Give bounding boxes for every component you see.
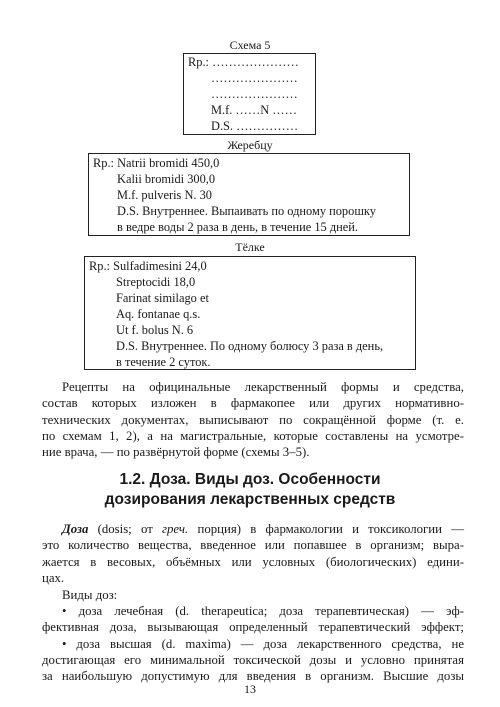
scheme5-caption: Схема 5 [229, 38, 271, 52]
heifer-line-7: в течение 2 суток. [116, 355, 211, 369]
bullet-maximum-line: за наибольшую допустимую для введения в организм. Высшие дозы [42, 669, 464, 684]
greek-abbrev: греч. [162, 522, 189, 536]
dose-definition-text: (dosis; от [88, 522, 163, 536]
scheme5-line-4: M.f. ……N …… [211, 103, 298, 117]
section-heading-line-1: 1.2. Доза. Виды доз. Особенности [119, 471, 381, 488]
recipes-paragraph [42, 379, 464, 460]
recipes-paragraph-line: состав которых изложен в фармакопее или других нормативно- [42, 396, 464, 411]
scheme5-line-5: D.S. …………… [211, 119, 299, 133]
dose-definition-text: порция) в фармакологии и токсикологии — [188, 522, 464, 536]
scheme5-line-1: Rp.: ………………… [188, 55, 299, 69]
dose-definition [42, 521, 464, 586]
dose-definition-first-line [42, 521, 464, 537]
heifer-line-4: Aq. fontanae q.s. [116, 307, 201, 321]
scheme5-line-2: ………………… [211, 71, 298, 85]
stallion-recipe-box [88, 153, 410, 236]
recipes-paragraph-line: технических документах, выписывают по сокращённой форме (т. е. [42, 412, 464, 427]
scheme5-line-3: ………………… [211, 87, 298, 101]
bullet-therapeutic-line: • доза лечебная (d. therapeutica; доза терапевтическая) — эф- [62, 604, 464, 618]
recipes-paragraph-line: ние врача, — по развёрнутой форме (схемы 3–5). [42, 445, 310, 460]
page-number: 13 [244, 682, 256, 696]
dose-definition-line: цах. [42, 570, 65, 585]
heifer-line-2: Streptocidi 18,0 [116, 275, 196, 289]
dose-term: Доза [62, 522, 89, 536]
dose-definition-line: жается в весовых, объёмных или условных (биологических) едини- [42, 554, 464, 569]
stallion-line-4: D.S. Внутреннее. Выпаивать по одному порошку [117, 204, 376, 218]
stallion-line-1: Rp.: Natrii bromidi 450,0 [93, 156, 220, 170]
stallion-caption: Жеребцу [227, 138, 273, 152]
section-heading-line-2: дозирования лекарственных средств [104, 491, 396, 508]
recipes-paragraph-line: Рецепты на официнальные лекарственный формы и средства, [62, 380, 464, 394]
dose-types-intro: Виды доз: [62, 588, 118, 602]
dose-definition-line: это количество вещества, введенное или попавшее в организм; выра- [42, 538, 464, 553]
stallion-line-5: в ведре воды 2 раза в день, в течение 15 дней. [117, 220, 358, 234]
heifer-line-6: D.S. Внутреннее. По одному болюсу 3 раза в день, [116, 339, 384, 353]
scheme5-box [183, 53, 316, 135]
stallion-line-3: M.f. pulveris N. 30 [117, 188, 212, 202]
bullet-maximum-line: достигающая его минимальной токсической дозы и условно принятая [42, 652, 464, 667]
heifer-line-1: Rp.: Sulfadimesini 24,0 [89, 259, 207, 273]
stallion-line-2: Kalii bromidi 300,0 [117, 172, 216, 186]
dose-types-list [42, 603, 464, 684]
recipes-paragraph-line: по схемам 1, 2), а на магистральные, которые составлены на усмотре- [42, 428, 464, 443]
heifer-recipe-box [84, 256, 416, 370]
bullet-maximum-line: • доза высшая (d. maxima) — доза лекарственного средства, не [62, 636, 464, 651]
bullet-therapeutic-line: фективная доза, вызывающая определенный терапевтический эффект; [42, 620, 464, 635]
heifer-line-3: Farinat similago et [116, 291, 209, 305]
heifer-line-5: Ut f. bolus N. 6 [116, 323, 194, 337]
heifer-caption: Тёлке [235, 240, 265, 254]
